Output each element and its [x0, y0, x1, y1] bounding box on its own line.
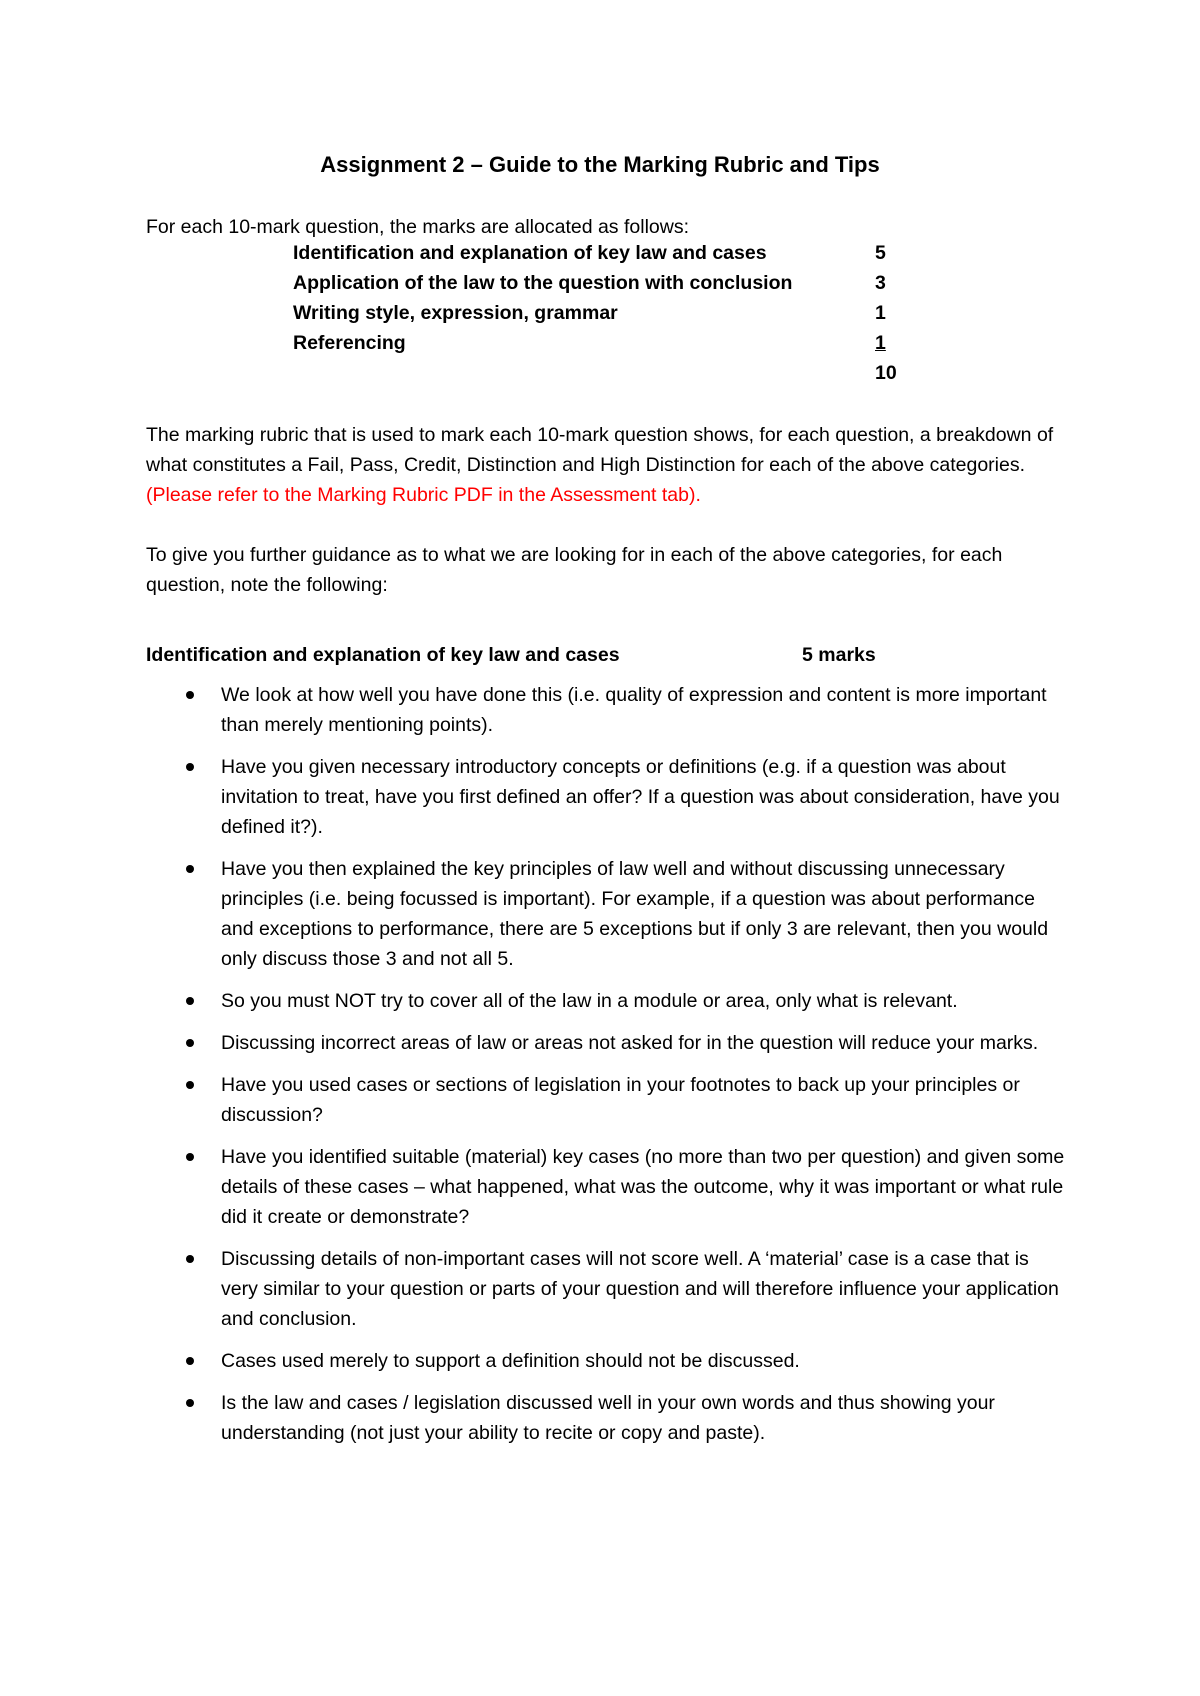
allocation-marks: 3	[875, 272, 886, 294]
allocation-row	[293, 298, 913, 328]
allocation-row	[293, 328, 913, 358]
section-title: Identification and explanation of key law and cases	[146, 644, 620, 666]
rubric-note: (Please refer to the Marking Rubric PDF in the Assessment tab).	[146, 484, 701, 506]
list-item-text: So you must NOT try to cover all of the law in a module or area, only what is relevant.	[221, 990, 958, 1012]
list-item	[146, 752, 1066, 842]
bullet-icon	[186, 691, 194, 699]
allocation-total-row	[293, 358, 913, 388]
bullet-icon	[186, 1039, 194, 1047]
list-item	[146, 1346, 1066, 1376]
allocation-label: Referencing	[293, 332, 406, 354]
allocation-label: Application of the law to the question with conclusion	[293, 272, 793, 294]
intro-paragraph: For each 10-mark question, the marks are allocated as follows:	[146, 216, 690, 238]
bullet-icon	[186, 763, 194, 771]
list-item-text: Have you given necessary introductory concepts or definitions (e.g. if a question was about invitation to treat, have you first defined an offer? If a question was about consideration, have you defined it?).	[221, 756, 1060, 838]
rubric-paragraph	[146, 420, 1066, 510]
list-item-text: Discussing details of non-important cases will not score well. A ‘material’ case is a case that is very similar to your question or parts of your question and will therefore influence your application and conclusion.	[221, 1248, 1059, 1330]
list-item	[146, 854, 1066, 974]
bullet-icon	[186, 1255, 194, 1263]
list-item-text: Have you identified suitable (material) key cases (no more than two per question) and given some details of these cases – what happened, what was the outcome, why it was important or what rule did it create or demonstrate?	[221, 1146, 1065, 1228]
rubric-text: The marking rubric that is used to mark each 10-mark question shows, for each question, a breakdown of what constitutes a Fail, Pass, Credit, Distinction and High Distinction for each of the above categories.	[146, 424, 1054, 476]
bullet-icon	[186, 997, 194, 1005]
allocation-label: Identification and explanation of key law and cases	[293, 242, 767, 264]
section-marks: 5 marks	[802, 644, 876, 666]
list-item-text: We look at how well you have done this (i.e. quality of expression and content is more important than merely mentioning points).	[221, 684, 1047, 736]
list-item	[146, 680, 1066, 740]
list-item	[146, 1244, 1066, 1334]
allocation-marks: 5	[875, 242, 886, 264]
bullet-icon	[186, 1357, 194, 1365]
list-item	[146, 1070, 1066, 1130]
list-item-text: Discussing incorrect areas of law or areas not asked for in the question will reduce your marks.	[221, 1032, 1039, 1054]
list-item-text: Have you used cases or sections of legislation in your footnotes to back up your principles or discussion?	[221, 1074, 1020, 1126]
bullet-icon	[186, 1153, 194, 1161]
list-item-text: Cases used merely to support a definition should not be discussed.	[221, 1350, 800, 1372]
allocation-label: Writing style, expression, grammar	[293, 302, 618, 324]
list-item-text: Is the law and cases / legislation discussed well in your own words and thus showing your understanding (not just your ability to recite or copy and paste).	[221, 1392, 995, 1444]
bullet-icon	[186, 1399, 194, 1407]
allocation-total: 10	[875, 362, 897, 384]
document-title: Assignment 2 – Guide to the Marking Rubric and Tips	[320, 152, 880, 177]
list-item	[146, 1142, 1066, 1232]
list-item	[146, 986, 1066, 1016]
marks-allocation-table	[293, 238, 913, 388]
allocation-row	[293, 238, 913, 268]
guidance-bullet-list	[146, 680, 1066, 1460]
bullet-icon	[186, 865, 194, 873]
bullet-icon	[186, 1081, 194, 1089]
allocation-row	[293, 268, 913, 298]
allocation-marks: 1	[875, 302, 886, 324]
allocation-marks: 1	[875, 332, 886, 354]
list-item-text: Have you then explained the key principles of law well and without discussing unnecessary principles (i.e. being focussed is important). For example, if a question was about performance and exceptions to performance, there are 5 exceptions but if only 3 are relevant, then you would only discuss those 3 and not all 5.	[221, 858, 1049, 970]
guidance-paragraph: To give you further guidance as to what we are looking for in each of the above categories, for each question, note the following:	[146, 544, 1003, 596]
list-item	[146, 1028, 1066, 1058]
list-item	[146, 1388, 1066, 1448]
